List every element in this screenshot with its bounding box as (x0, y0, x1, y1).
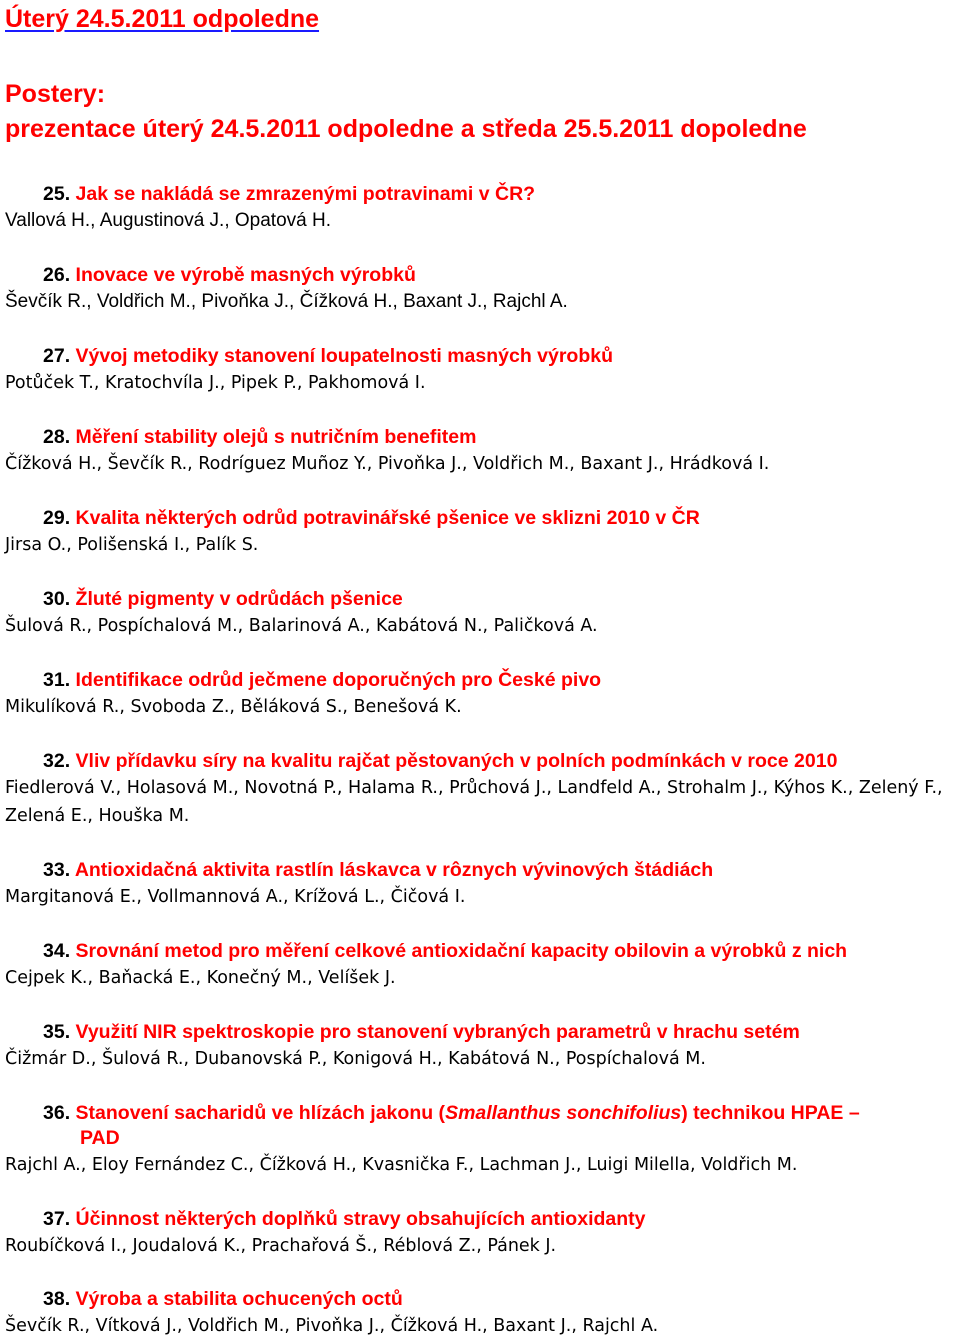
poster-title: 33. Antioxidačná aktivita rastlín láskavca v rôznych vývinových štádiách (43, 859, 714, 881)
poster-title: 34. Srovnání metod pro měření celkové antioxidační kapacity obilovin a výrobků z nich (43, 940, 848, 962)
poster-authors: Cejpek K., Baňacká E., Konečný M., Velíšek J. (5, 968, 396, 988)
poster-title: 36. Stanovení sacharidů ve hlízách jakonu (Smallanthus sonchifolius) technikou HPAE – (43, 1102, 860, 1124)
poster-authors: Ševčík R., Voldřich M., Pivoňka J., Čížková H., Baxant J., Rajchl A. (5, 291, 568, 312)
poster-authors: Mikulíková R., Svoboda Z., Běláková S., Benešová K. (5, 697, 462, 717)
poster-authors: Fiedlerová V., Holasová M., Novotná P., Halama R., Průchová J., Landfeld A., Strohalm J., Kýhos K., Zelený F., Zelená E., Houška M. (5, 778, 943, 826)
poster-authors: Ševčík R., Vítková J., Voldřich M., Pivoňka J., Čížková H., Baxant J., Rajchl A. (5, 1316, 659, 1336)
poster-authors: Čížková H., Ševčík R., Rodríguez Muñoz Y., Pivoňka J., Voldřich M., Baxant J., Hrádková I. (5, 454, 770, 474)
poster-title: 31. Identifikace odrůd ječmene doporučných pro České pivo (43, 669, 602, 691)
poster-title: 29. Kvalita některých odrůd potravinářské pšenice ve sklizni 2010 v ČR (43, 507, 700, 529)
poster-authors: Rajchl A., Eloy Fernández C., Čížková H., Kvasnička F., Lachman J., Luigi Milella, Voldřich M. (5, 1155, 798, 1175)
poster-title: 25. Jak se nakládá se zmrazenými potravinami v ČR? (43, 183, 536, 205)
poster-title: 28. Měření stability olejů s nutričním benefitem (43, 426, 477, 448)
poster-authors: Potůček T., Kratochvíla J., Pipek P., Pakhomová I. (5, 373, 426, 393)
poster-authors: Šulová R., Pospíchalová M., Balarinová A., Kabátová N., Paličková A. (5, 616, 598, 636)
posters-subheading: prezentace úterý 24.5.2011 odpoledne a středa 25.5.2011 dopoledne (5, 115, 807, 143)
poster-title: 32. Vliv přídavku síry na kvalitu rajčat pěstovaných v polních podmínkách v roce 2010 (43, 750, 838, 772)
poster-title: 38. Výroba a stabilita ochucených octů (43, 1288, 403, 1310)
poster-authors: Margitanová E., Vollmannová A., Krížová L., Čičová I. (5, 887, 466, 907)
poster-title-continuation: PAD (80, 1127, 120, 1149)
day-heading: Úterý 24.5.2011 odpoledne (5, 5, 320, 33)
poster-authors: Jirsa O., Polišenská I., Palík S. (5, 535, 259, 555)
poster-title: 26. Inovace ve výrobě masných výrobků (43, 264, 416, 286)
poster-authors: Čižmár D., Šulová R., Dubanovská P., Konigová H., Kabátová N., Pospíchalová M. (5, 1049, 706, 1069)
poster-title: 35. Využití NIR spektroskopie pro stanovení vybraných parametrů v hrachu setém (43, 1021, 800, 1043)
poster-authors: Roubíčková I., Joudalová K., Prachařová Š., Réblová Z., Pánek J. (5, 1236, 557, 1256)
poster-title: 30. Žluté pigmenty v odrůdách pšenice (43, 588, 403, 610)
poster-title: 37. Účinnost některých doplňků stravy obsahujících antioxidanty (43, 1208, 646, 1230)
posters-label: Postery: (5, 80, 106, 108)
poster-title: 27. Vývoj metodiky stanovení loupatelnosti masných výrobků (43, 345, 614, 367)
poster-authors: Vallová H., Augustinová J., Opatová H. (5, 210, 331, 231)
